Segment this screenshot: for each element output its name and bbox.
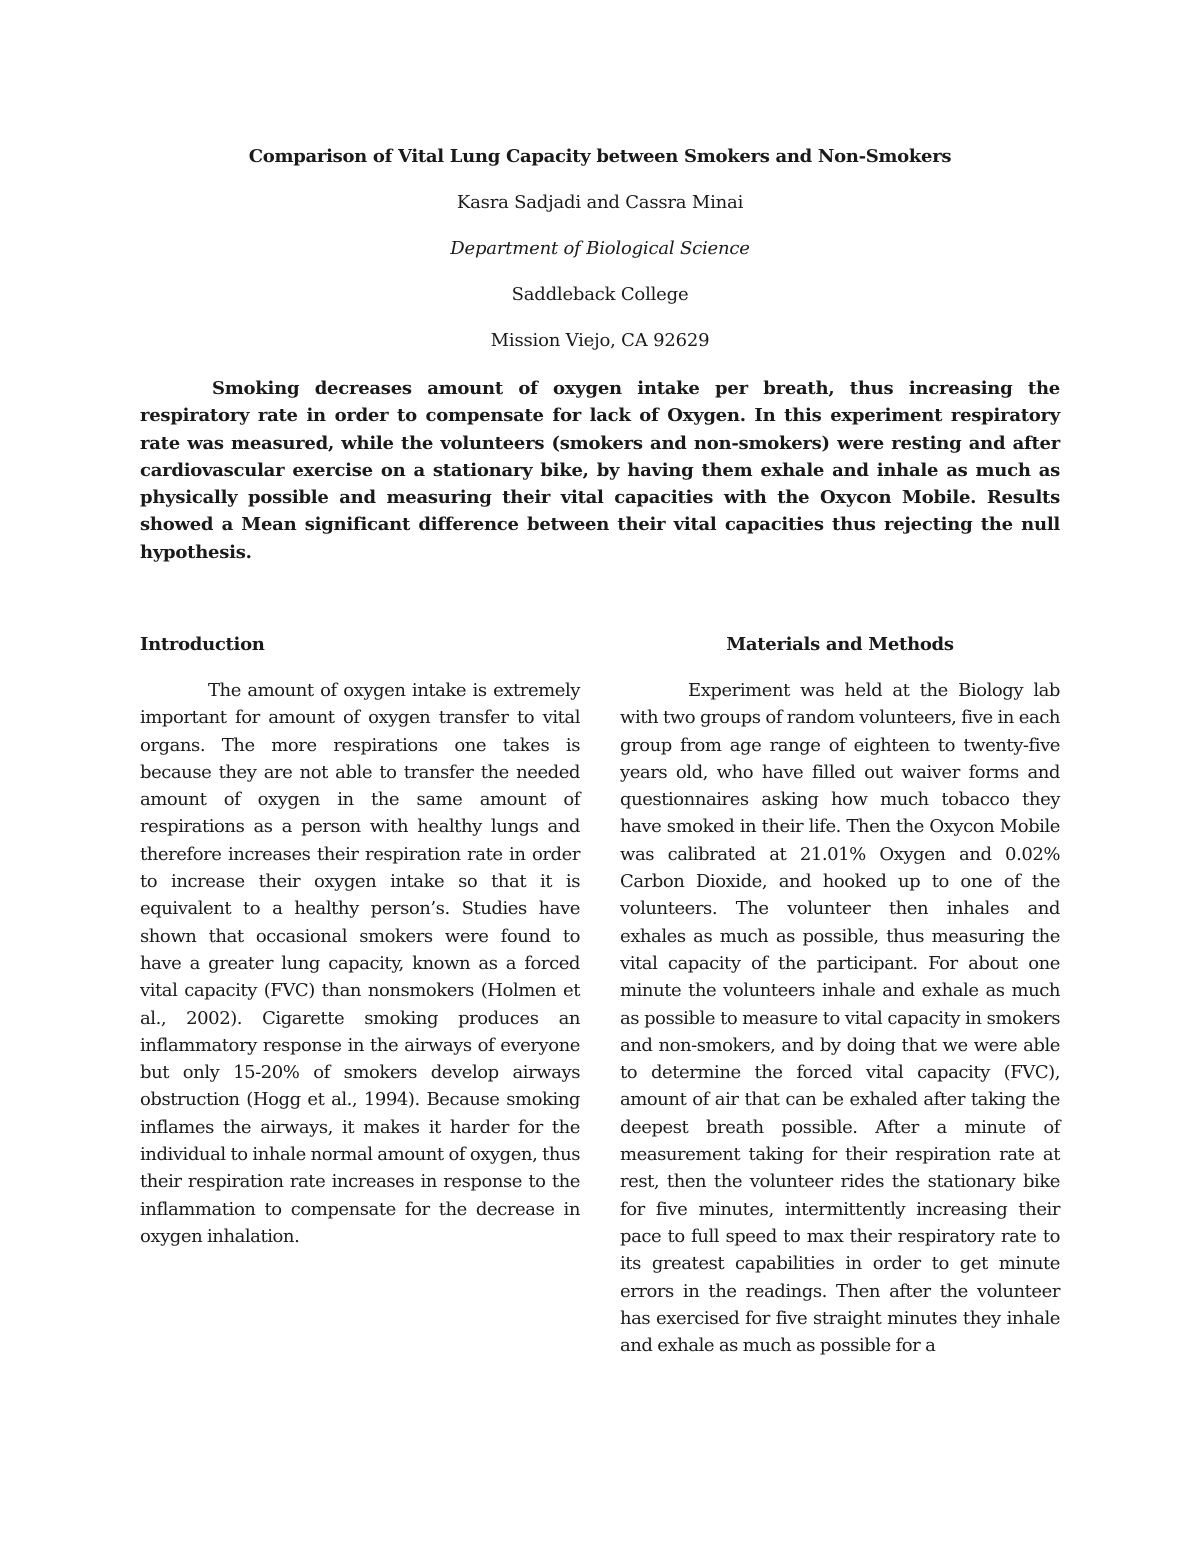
methods-body: Experiment was held at the Biology lab with two groups of random volunteers, five in each group from age range of eighteen to twenty-five years old, who have filled out waiver forms and questionnaires asking how much tobacco they have smoked in their life. Then the Oxycon Mobile was calibrated at 21.01% Oxygen and 0.02% Carbon Dioxide, and hooked up to one of the volunteers. The volunteer then inhales and exhales as much as possible, thus measuring the vital capacity of the participant. For about one minute the volunteers inhale and exhale as much as possible to measure to vital capacity in smokers and non-smokers, and by doing that we were able to determine the forced vital capacity (FVC), amount of air that can be exhaled after taking the deepest breath possible. After a minute of measurement taking for their respiration rate at rest, then the volunteer rides the stationary bike for five minutes, intermittently increasing their pace to full speed to max their respiratory rate to its greatest capabilities in order to get minute errors in the readings. Then after the volunteer has exercised for five straight minutes they inhale and exhale as much as possible for a [620, 680, 1060, 1357]
introduction-body: The amount of oxygen intake is extremely important for amount of oxygen transfer to vital organs. The more respirations one takes is because they are not able to transfer the needed amount of oxygen in the same amount of respirations as a person with healthy lungs and therefore increases their respiration rate in order to increase their oxygen intake so that it is equivalent to a healthy person’s. Studies have shown that occasional smokers were found to have a greater lung capacity, known as a forced vital capacity (FVC) than nonsmokers (Holmen et al., 2002). Cigarette smoking produces an inflammatory response in the airways of everyone but only 15-20% of smokers develop airways obstruction (Hogg et al., 1994). Because smoking inflames the airways, it makes it harder for the individual to inhale normal amount of oxygen, thus their respiration rate increases in response to the inflammation to compensate for the decrease in oxygen inhalation. [140, 680, 580, 1247]
methods-heading: Materials and Methods [726, 634, 954, 655]
introduction-heading: Introduction [140, 634, 265, 655]
paper-abstract: Smoking decreases amount of oxygen intake per breath, thus increasing the respiratory rate in order to compensate for lack of Oxygen. In this experiment respiratory rate was measured, while the volunteers (smokers and non-smokers) were resting and after cardiovascular exercise on a stationary bike, by having them exhale and inhale as much as physically possible and measuring their vital capacities with the Oxycon Mobile. Results showed a Mean significant difference between their vital capacities thus rejecting the null hypothesis. [140, 378, 1060, 563]
paper-header [140, 143, 1060, 355]
paper-title: Comparison of Vital Lung Capacity between Smokers and Non-Smokers [248, 146, 952, 167]
methods-section [620, 631, 1060, 1359]
paper-authors: Kasra Sadjadi and Cassra Minai [456, 192, 744, 213]
paper-department: Department of Biological Science [450, 238, 750, 259]
paper-location: Mission Viejo, CA 92629 [490, 330, 710, 351]
paper-institution: Saddleback College [511, 284, 689, 305]
introduction-section [140, 631, 580, 1250]
